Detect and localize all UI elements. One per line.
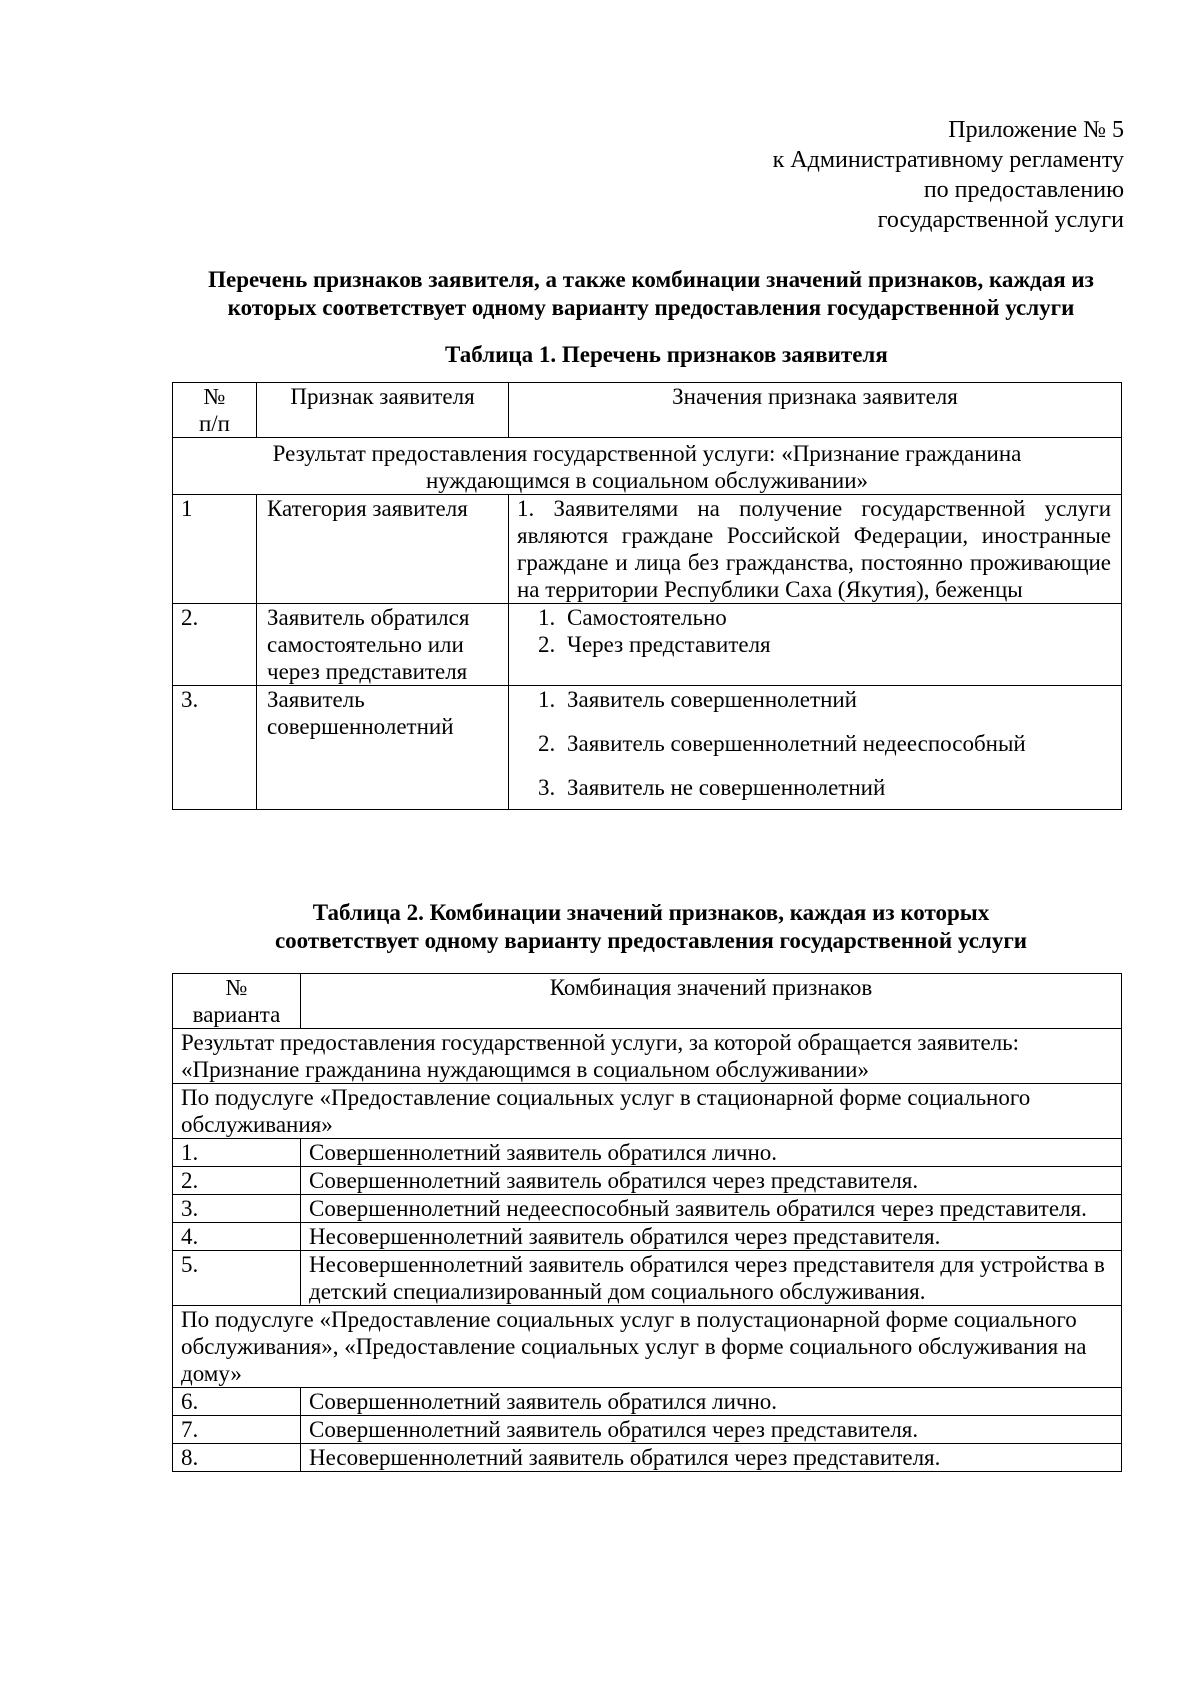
table2-caption-line: соответствует одному варианту предоставления государственной услуги <box>274 928 1028 953</box>
variant-text: Совершеннолетний заявитель обратился через представителя. <box>301 1167 1122 1195</box>
row-num: 2. <box>173 604 257 686</box>
table-row <box>173 495 1122 604</box>
table-row <box>173 686 1122 810</box>
variant-num: 4. <box>173 1223 301 1251</box>
table-row <box>173 1195 1122 1223</box>
result-cell: Результат предоставления государственной услуги: «Признание гражданина нуждающимся в социальном обслуживании» <box>173 438 1122 495</box>
variant-text: Несовершеннолетний заявитель обратился через представителя для устройства в детский специализированный дом социального обслуживания. <box>301 1251 1122 1306</box>
page-title-line: Перечень признаков заявителя, а также комбинации значений признаков, каждая из <box>208 267 1094 292</box>
group-cell: По подуслуге «Предоставление социальных услуг в стационарной форме социального обслуживания» <box>173 1084 1122 1139</box>
variant-num: 8. <box>173 1444 301 1472</box>
list-item: 2. Заявитель совершеннолетний недееспособный <box>561 730 1113 757</box>
variant-text: Совершеннолетний недееспособный заявитель обратился через представителя. <box>301 1195 1122 1223</box>
table-row <box>173 1416 1122 1444</box>
variant-text: Совершеннолетний заявитель обратился через представителя. <box>301 1416 1122 1444</box>
result-cell: Результат предоставления государственной услуги, за которой обращается заявитель: «Признание гражданина нуждающимся в социальном обслуживании» <box>173 1029 1122 1084</box>
page-title-line: которых соответствует одному варианту предоставления государственной услуги <box>227 295 1075 320</box>
table2-caption <box>172 899 1130 955</box>
variant-text: Несовершеннолетний заявитель обратился через представителя. <box>301 1223 1122 1251</box>
appendix-line: к Административному регламенту <box>772 147 1124 173</box>
row-num: 3. <box>173 686 257 810</box>
group-cell: По подуслуге «Предоставление социальных услуг в полустационарной форме социального обслуживания», «Предоставление социальных услуг в форме социального обслуживания на дому» <box>173 1306 1122 1388</box>
variant-num: 7. <box>173 1416 301 1444</box>
table-row <box>173 1167 1122 1195</box>
table-row <box>173 604 1122 686</box>
table1-result-row <box>173 438 1122 495</box>
table2-group-row <box>173 1306 1122 1388</box>
row-sign: Заявитель совершеннолетний <box>257 686 509 810</box>
row-values <box>509 604 1122 686</box>
variant-num: 2. <box>173 1167 301 1195</box>
variant-num: 3. <box>173 1195 301 1223</box>
table2-header-row <box>173 974 1122 1029</box>
variant-text: Совершеннолетний заявитель обратился лично. <box>301 1388 1122 1416</box>
table1-header-row <box>173 383 1122 438</box>
table-row <box>173 1139 1122 1167</box>
row-num: 1 <box>173 495 257 604</box>
appendix-line: государственной услуги <box>877 207 1124 233</box>
header-sign: Признак заявителя <box>257 383 509 438</box>
appendix-block <box>773 115 1124 235</box>
table2-caption-line: Таблица 2. Комбинации значений признаков, каждая из которых <box>312 900 990 925</box>
list-item: 1. Заявитель совершеннолетний <box>561 686 1113 713</box>
table1-caption: Таблица 1. Перечень признаков заявителя <box>445 342 888 367</box>
table2-group-row <box>173 1084 1122 1139</box>
row-values: 1. Заявителями на получение государственной услуги являются граждане Российской Федерации, иностранные граждане и лица без гражданства, постоянно проживающие на территории Республики Саха (Якутия), беженцы <box>509 495 1122 604</box>
appendix-line: по предоставлению <box>923 177 1124 203</box>
variant-num: 1. <box>173 1139 301 1167</box>
variant-text: Совершеннолетний заявитель обратился лично. <box>301 1139 1122 1167</box>
variant-text: Несовершеннолетний заявитель обратился через представителя. <box>301 1444 1122 1472</box>
table-row <box>173 1444 1122 1472</box>
table-row <box>173 1251 1122 1306</box>
table1 <box>172 382 1122 810</box>
table-row <box>173 1388 1122 1416</box>
list-item: 3. Заявитель не совершеннолетний <box>561 774 1113 801</box>
variant-num: 5. <box>173 1251 301 1306</box>
table2-result-row <box>173 1029 1122 1084</box>
list-item: 2. Через представителя <box>561 631 1113 658</box>
header-values: Значения признака заявителя <box>509 383 1122 438</box>
list-item: 1. Самостоятельно <box>561 604 1113 631</box>
header-num: № п/п <box>173 383 257 438</box>
table-row <box>173 1223 1122 1251</box>
variant-num: 6. <box>173 1388 301 1416</box>
row-sign: Категория заявителя <box>257 495 509 604</box>
header-combo: Комбинация значений признаков <box>301 974 1122 1029</box>
row-sign: Заявитель обратился самостоятельно или через представителя <box>257 604 509 686</box>
appendix-line: Приложение № 5 <box>948 117 1124 143</box>
page-title <box>172 266 1130 322</box>
row-values <box>509 686 1122 810</box>
header-variant: № варианта <box>173 974 301 1029</box>
table2 <box>172 973 1122 1472</box>
